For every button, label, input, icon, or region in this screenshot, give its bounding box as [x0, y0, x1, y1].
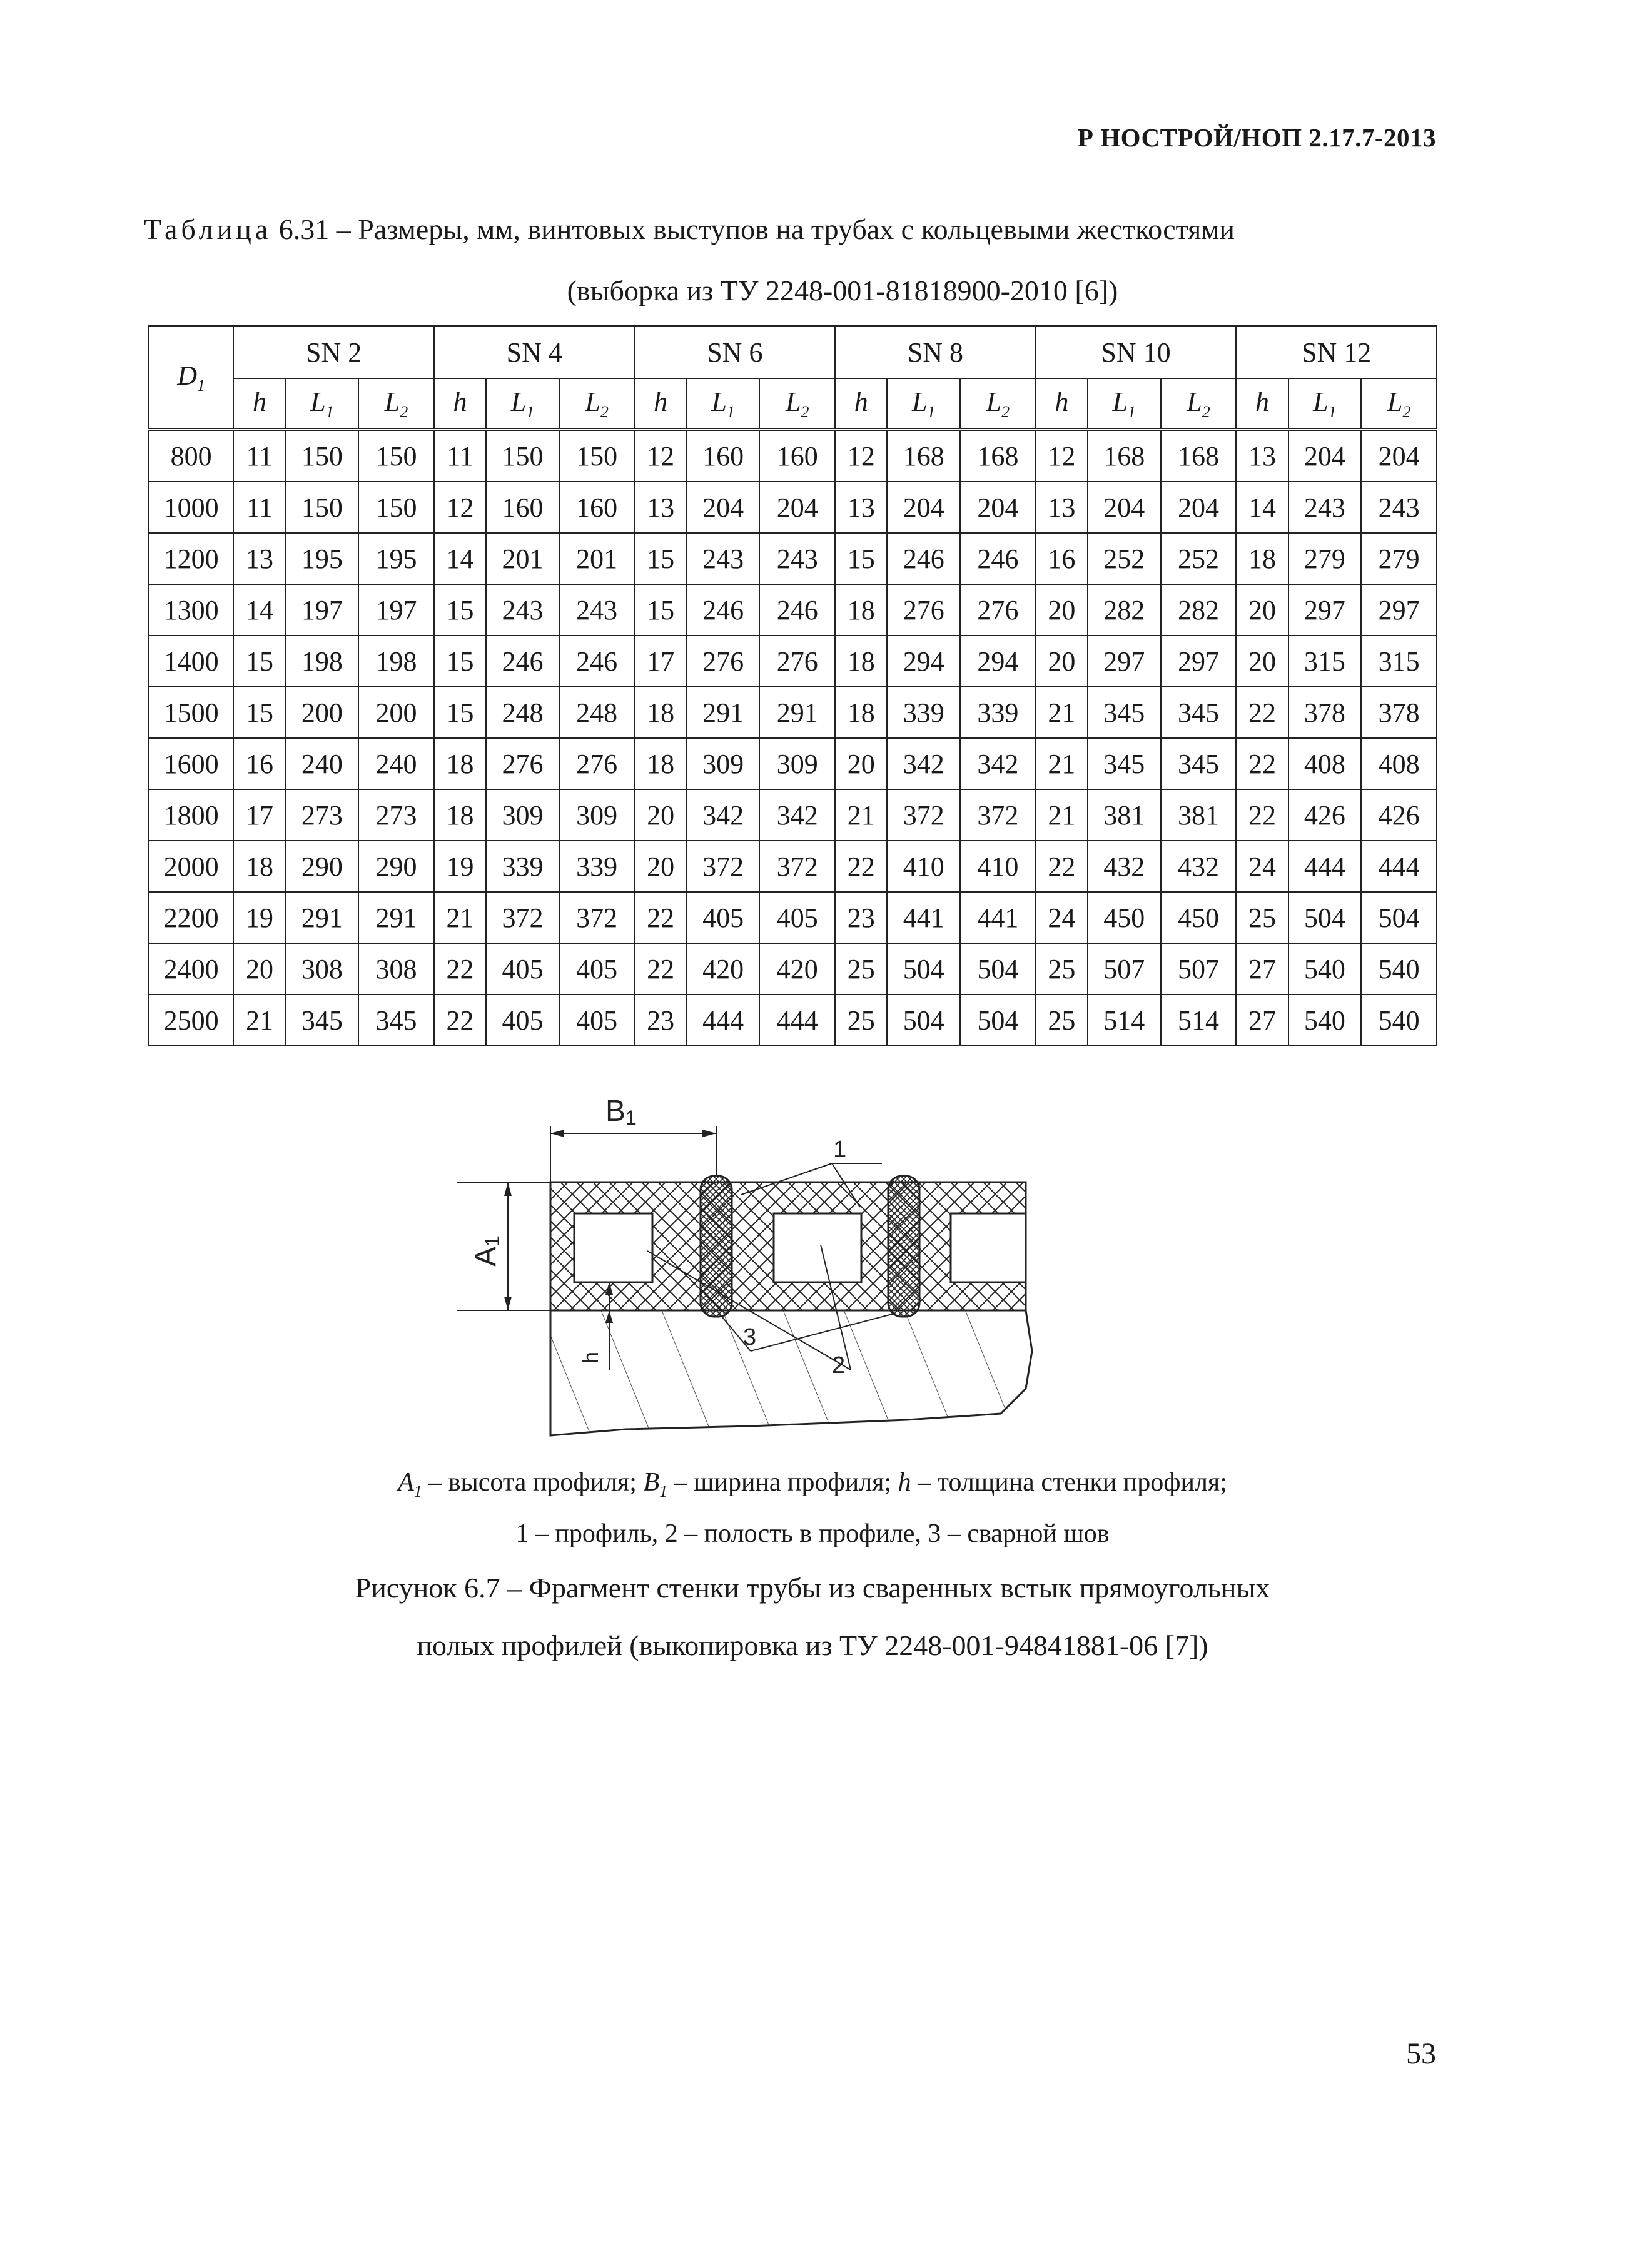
table-cell: 540 — [1361, 995, 1437, 1046]
table-cell: 339 — [887, 687, 960, 738]
table-cell: 290 — [286, 841, 359, 892]
table-cell: 410 — [960, 841, 1036, 892]
table-cell: 507 — [1088, 943, 1161, 995]
table-cell: 308 — [358, 943, 434, 995]
a1-arrow-bottom — [504, 1297, 512, 1310]
table-cell: 444 — [759, 995, 835, 1046]
table-cell: 168 — [887, 430, 960, 482]
table-cell: 21 — [233, 995, 285, 1046]
table-cell: 504 — [1361, 892, 1437, 943]
table-cell: 504 — [887, 943, 960, 995]
table-row — [149, 533, 1437, 584]
table-cell: 342 — [960, 738, 1036, 789]
a1-arrow-top — [504, 1182, 512, 1196]
table-cell: 342 — [759, 789, 835, 841]
table-cell: 19 — [434, 841, 486, 892]
table-cell: 16 — [233, 738, 285, 789]
table-cell: 195 — [358, 533, 434, 584]
cavity-3 — [951, 1213, 1026, 1282]
table-cell: 246 — [887, 533, 960, 584]
header-group: SN 2 — [233, 326, 434, 378]
table-cell: 18 — [835, 584, 887, 635]
header-subcol: $L_2$ — [759, 378, 835, 430]
table-cell: 160 — [759, 430, 835, 482]
table-cell: 315 — [1361, 635, 1437, 687]
table-cell: 282 — [1088, 584, 1161, 635]
table-row — [149, 789, 1437, 841]
table-cell: 15 — [434, 687, 486, 738]
table-row — [149, 892, 1437, 943]
header-subcol: h — [1036, 378, 1088, 430]
row-diameter: 800 — [149, 430, 233, 482]
header-subcol: h — [635, 378, 687, 430]
table-cell: 25 — [835, 995, 887, 1046]
table-cell: 444 — [1361, 841, 1437, 892]
table-cell: 204 — [1161, 482, 1237, 533]
table-cell: 282 — [1161, 584, 1237, 635]
table-title-source: (выборка из ТУ 2248-001-81818900-2010 [6]) — [567, 275, 1118, 306]
page-number: 53 — [1406, 2037, 1436, 2070]
row-diameter: 1400 — [149, 635, 233, 687]
table-cell: 315 — [1288, 635, 1362, 687]
table-cell: 11 — [233, 482, 285, 533]
weld-seam-2 — [888, 1176, 919, 1317]
table-title — [144, 213, 1445, 246]
table-cell: 12 — [434, 482, 486, 533]
b1-arrow-left — [550, 1130, 564, 1137]
table-cell: 432 — [1161, 841, 1237, 892]
table-cell: 204 — [960, 482, 1036, 533]
table-row — [149, 687, 1437, 738]
table-cell: 168 — [960, 430, 1036, 482]
table-cell: 18 — [1236, 533, 1288, 584]
table-cell: 22 — [1236, 738, 1288, 789]
table-cell: 309 — [687, 738, 760, 789]
header-subcol: $L_1$ — [1288, 378, 1362, 430]
table-cell: 17 — [233, 789, 285, 841]
table-cell: 514 — [1088, 995, 1161, 1046]
table-cell: 450 — [1088, 892, 1161, 943]
row-diameter: 1800 — [149, 789, 233, 841]
table-cell: 24 — [1036, 892, 1088, 943]
row-diameter: 2500 — [149, 995, 233, 1046]
table-cell: 240 — [286, 738, 359, 789]
table-cell: 246 — [759, 584, 835, 635]
table-cell: 405 — [486, 943, 559, 995]
table-cell: 14 — [1236, 482, 1288, 533]
table-cell: 11 — [434, 430, 486, 482]
table-cell: 22 — [635, 892, 687, 943]
table-cell: 243 — [486, 584, 559, 635]
table-cell: 20 — [1236, 635, 1288, 687]
table-cell: 204 — [1361, 430, 1437, 482]
table-cell: 21 — [1036, 687, 1088, 738]
table-cell: 246 — [486, 635, 559, 687]
table-cell: 14 — [233, 584, 285, 635]
table-cell: 21 — [1036, 738, 1088, 789]
table-cell: 25 — [1236, 892, 1288, 943]
table-cell: 200 — [358, 687, 434, 738]
table-cell: 291 — [286, 892, 359, 943]
table-cell: 410 — [887, 841, 960, 892]
h-label: h — [579, 1352, 603, 1364]
table-cell: 426 — [1361, 789, 1437, 841]
table-cell: 201 — [486, 533, 559, 584]
table-cell: 21 — [1036, 789, 1088, 841]
table-cell: 16 — [1036, 533, 1088, 584]
table-title-text: 6.31 – Размеры, мм, винтовых выступов на трубах с кольцевыми жесткостями — [278, 213, 1235, 245]
table-cell: 252 — [1161, 533, 1237, 584]
table-row — [149, 995, 1437, 1046]
table-cell: 168 — [1088, 430, 1161, 482]
figure-caption-line-1: Рисунок 6.7 – Фрагмент стенки трубы из сваренных встык прямоугольных — [355, 1572, 1270, 1604]
table-cell: 345 — [1088, 687, 1161, 738]
table-cell: 297 — [1361, 584, 1437, 635]
header-subcol: h — [835, 378, 887, 430]
table-cell: 345 — [1161, 687, 1237, 738]
table-cell: 507 — [1161, 943, 1237, 995]
table-cell: 19 — [233, 892, 285, 943]
table-cell: 276 — [486, 738, 559, 789]
table-cell: 20 — [233, 943, 285, 995]
table-cell: 13 — [1036, 482, 1088, 533]
table-cell: 372 — [486, 892, 559, 943]
table-cell: 27 — [1236, 943, 1288, 995]
table-cell: 405 — [559, 995, 635, 1046]
table-cell: 345 — [1161, 738, 1237, 789]
table-cell: 24 — [1236, 841, 1288, 892]
table-cell: 444 — [687, 995, 760, 1046]
table-cell: 22 — [1236, 687, 1288, 738]
table-cell: 345 — [358, 995, 434, 1046]
table-cell: 195 — [286, 533, 359, 584]
table-cell: 13 — [835, 482, 887, 533]
header-group: SN 4 — [434, 326, 635, 378]
table-cell: 20 — [835, 738, 887, 789]
table-cell: 23 — [835, 892, 887, 943]
table-cell: 309 — [486, 789, 559, 841]
weld-seam-1 — [701, 1176, 732, 1317]
table-cell: 405 — [759, 892, 835, 943]
table-cell: 248 — [559, 687, 635, 738]
table-cell: 168 — [1161, 430, 1237, 482]
table-cell: 15 — [635, 584, 687, 635]
table-cell: 246 — [687, 584, 760, 635]
table-cell: 204 — [687, 482, 760, 533]
header-subcol: h — [1236, 378, 1288, 430]
table-cell: 514 — [1161, 995, 1237, 1046]
header-subcol: $L_1$ — [286, 378, 359, 430]
table-cell: 297 — [1088, 635, 1161, 687]
table-cell: 21 — [434, 892, 486, 943]
table-cell: 150 — [358, 482, 434, 533]
table-cell: 276 — [960, 584, 1036, 635]
table-cell: 378 — [1361, 687, 1437, 738]
table-cell: 20 — [1036, 584, 1088, 635]
row-diameter: 2400 — [149, 943, 233, 995]
table-cell: 441 — [887, 892, 960, 943]
table-cell: 18 — [233, 841, 285, 892]
pipe-wall-drawing — [450, 1088, 1038, 1451]
b1-label: B1 — [605, 1095, 637, 1129]
table-cell: 342 — [687, 789, 760, 841]
table-cell: 15 — [233, 635, 285, 687]
header-subcol: $L_2$ — [358, 378, 434, 430]
pipe-wall — [550, 1310, 1032, 1435]
table-row — [149, 943, 1437, 995]
table-cell: 294 — [887, 635, 960, 687]
table-cell: 279 — [1288, 533, 1362, 584]
table-cell: 248 — [486, 687, 559, 738]
table-cell: 276 — [759, 635, 835, 687]
running-head: Р НОСТРОЙ/НОП 2.17.7-2013 — [1077, 123, 1436, 152]
table-cell: 273 — [286, 789, 359, 841]
header-subcol: $L_2$ — [559, 378, 635, 430]
table-cell: 252 — [1088, 533, 1161, 584]
table-cell: 291 — [358, 892, 434, 943]
table-cell: 243 — [1361, 482, 1437, 533]
callout-1: 1 — [833, 1137, 847, 1163]
table-row — [149, 738, 1437, 789]
table-cell: 279 — [1361, 533, 1437, 584]
table-title-label: Таблица — [144, 213, 272, 245]
table-cell: 408 — [1288, 738, 1362, 789]
header-subcol: h — [434, 378, 486, 430]
callout-2: 2 — [832, 1352, 846, 1379]
table-cell: 204 — [759, 482, 835, 533]
table-cell: 12 — [1036, 430, 1088, 482]
row-diameter: 1200 — [149, 533, 233, 584]
table-cell: 15 — [434, 635, 486, 687]
table-row — [149, 482, 1437, 533]
header-subcol: $L_2$ — [960, 378, 1036, 430]
table-cell: 18 — [635, 738, 687, 789]
table-cell: 197 — [358, 584, 434, 635]
table-cell: 504 — [960, 995, 1036, 1046]
table-cell: 441 — [960, 892, 1036, 943]
table-cell: 276 — [559, 738, 635, 789]
figure-legend-line-1: $A_1$ – высота профиля; $B_1$ – ширина профиля; h – толщина стенки профиля; — [398, 1468, 1227, 1501]
figure-caption-line-2: полых профилей (выкопировка из ТУ 2248-001-94841881-06 [7]) — [417, 1629, 1208, 1661]
table-cell: 246 — [559, 635, 635, 687]
header-subcol: $L_1$ — [1088, 378, 1161, 430]
table-cell: 273 — [358, 789, 434, 841]
table-cell: 308 — [286, 943, 359, 995]
table-cell: 27 — [1236, 995, 1288, 1046]
table-cell: 339 — [486, 841, 559, 892]
table-cell: 25 — [835, 943, 887, 995]
table-cell: 339 — [559, 841, 635, 892]
table-cell: 18 — [835, 635, 887, 687]
table-cell: 197 — [286, 584, 359, 635]
table-cell: 405 — [486, 995, 559, 1046]
table-cell: 504 — [887, 995, 960, 1046]
table-cell: 17 — [635, 635, 687, 687]
table-cell: 12 — [635, 430, 687, 482]
table-cell: 408 — [1361, 738, 1437, 789]
table-cell: 291 — [687, 687, 760, 738]
table-cell: 13 — [635, 482, 687, 533]
row-diameter: 2200 — [149, 892, 233, 943]
table-cell: 22 — [434, 995, 486, 1046]
header-d1: $D_1$ — [149, 326, 233, 430]
table-cell: 22 — [1036, 841, 1088, 892]
table-cell: 405 — [687, 892, 760, 943]
table-cell: 13 — [1236, 430, 1288, 482]
table-cell: 20 — [635, 841, 687, 892]
table-cell: 23 — [635, 995, 687, 1046]
row-diameter: 1300 — [149, 584, 233, 635]
table-cell: 243 — [1288, 482, 1362, 533]
header-group: SN 6 — [635, 326, 836, 378]
table-cell: 13 — [233, 533, 285, 584]
header-group: SN 12 — [1236, 326, 1437, 378]
table-cell: 150 — [486, 430, 559, 482]
table-cell: 200 — [286, 687, 359, 738]
table-cell: 540 — [1288, 995, 1362, 1046]
table-cell: 540 — [1288, 943, 1362, 995]
table-cell: 18 — [635, 687, 687, 738]
table-cell: 20 — [1236, 584, 1288, 635]
table-cell: 204 — [1288, 430, 1362, 482]
table-cell: 309 — [559, 789, 635, 841]
table-cell: 150 — [559, 430, 635, 482]
table-cell: 198 — [286, 635, 359, 687]
table-cell: 297 — [1288, 584, 1362, 635]
cavity-1 — [574, 1213, 652, 1282]
table-cell: 420 — [759, 943, 835, 995]
table-row — [149, 430, 1437, 482]
table-cell: 204 — [887, 482, 960, 533]
table-cell: 160 — [687, 430, 760, 482]
row-diameter: 1500 — [149, 687, 233, 738]
row-diameter: 2000 — [149, 841, 233, 892]
table-cell: 540 — [1361, 943, 1437, 995]
header-subcol: $L_2$ — [1361, 378, 1437, 430]
table-cell: 291 — [759, 687, 835, 738]
table-cell: 342 — [887, 738, 960, 789]
table-cell: 15 — [635, 533, 687, 584]
table-cell: 381 — [1088, 789, 1161, 841]
table-row — [149, 841, 1437, 892]
table-row — [149, 584, 1437, 635]
table-cell: 372 — [559, 892, 635, 943]
table-cell: 18 — [835, 687, 887, 738]
table-cell: 15 — [233, 687, 285, 738]
table-row — [149, 635, 1437, 687]
header-row-subcols — [149, 378, 1437, 430]
figure-legend-line-2: 1 – профиль, 2 – полость в профиле, 3 – сварной шов — [515, 1519, 1110, 1548]
table-cell: 25 — [1036, 995, 1088, 1046]
table-cell: 150 — [358, 430, 434, 482]
table-cell: 246 — [960, 533, 1036, 584]
table-cell: 15 — [835, 533, 887, 584]
table-cell: 420 — [687, 943, 760, 995]
table-cell: 150 — [286, 482, 359, 533]
header-group: SN 8 — [835, 326, 1036, 378]
table-cell: 309 — [759, 738, 835, 789]
table-cell: 372 — [687, 841, 760, 892]
table-cell: 160 — [559, 482, 635, 533]
table-cell: 20 — [1036, 635, 1088, 687]
table-cell: 15 — [434, 584, 486, 635]
table-cell: 294 — [960, 635, 1036, 687]
table-cell: 18 — [434, 789, 486, 841]
table-cell: 18 — [434, 738, 486, 789]
table-cell: 22 — [1236, 789, 1288, 841]
table-cell: 21 — [835, 789, 887, 841]
b1-arrow-right — [702, 1130, 716, 1137]
table-cell: 297 — [1161, 635, 1237, 687]
table-cell: 372 — [887, 789, 960, 841]
table-cell: 150 — [286, 430, 359, 482]
header-subcol: $L_2$ — [1161, 378, 1237, 430]
table-cell: 372 — [759, 841, 835, 892]
table-cell: 444 — [1288, 841, 1362, 892]
table-cell: 11 — [233, 430, 285, 482]
header-group: SN 10 — [1036, 326, 1237, 378]
header-subcol: $L_1$ — [687, 378, 760, 430]
table-cell: 198 — [358, 635, 434, 687]
a1-label: A1 — [469, 1235, 504, 1267]
row-diameter: 1000 — [149, 482, 233, 533]
table-cell: 405 — [559, 943, 635, 995]
table-cell: 20 — [635, 789, 687, 841]
table-cell: 240 — [358, 738, 434, 789]
table-cell: 345 — [286, 995, 359, 1046]
header-subcol: h — [233, 378, 285, 430]
table-cell: 450 — [1161, 892, 1237, 943]
table-cell: 372 — [960, 789, 1036, 841]
table-cell: 504 — [1288, 892, 1362, 943]
table-cell: 504 — [960, 943, 1036, 995]
pipe-wall-figure — [450, 1088, 1038, 1451]
callout-3: 3 — [743, 1324, 757, 1350]
table-cell: 432 — [1088, 841, 1161, 892]
table-cell: 290 — [358, 841, 434, 892]
row-diameter: 1600 — [149, 738, 233, 789]
table-cell: 201 — [559, 533, 635, 584]
table-cell: 22 — [434, 943, 486, 995]
table-cell: 243 — [759, 533, 835, 584]
table-cell: 204 — [1088, 482, 1161, 533]
table-cell: 25 — [1036, 943, 1088, 995]
table-cell: 378 — [1288, 687, 1362, 738]
table-cell: 12 — [835, 430, 887, 482]
table-cell: 345 — [1088, 738, 1161, 789]
header-subcol: $L_1$ — [887, 378, 960, 430]
table-cell: 339 — [960, 687, 1036, 738]
header-subcol: $L_1$ — [486, 378, 559, 430]
dimensions-table — [148, 325, 1437, 1046]
table-cell: 243 — [687, 533, 760, 584]
cavity-2 — [774, 1213, 861, 1282]
table-cell: 381 — [1161, 789, 1237, 841]
table-cell: 160 — [486, 482, 559, 533]
table-cell: 22 — [835, 841, 887, 892]
table-cell: 22 — [635, 943, 687, 995]
table-cell: 243 — [559, 584, 635, 635]
table-cell: 14 — [434, 533, 486, 584]
header-row-groups — [149, 326, 1437, 378]
table-cell: 426 — [1288, 789, 1362, 841]
table-cell: 276 — [887, 584, 960, 635]
table-cell: 276 — [687, 635, 760, 687]
